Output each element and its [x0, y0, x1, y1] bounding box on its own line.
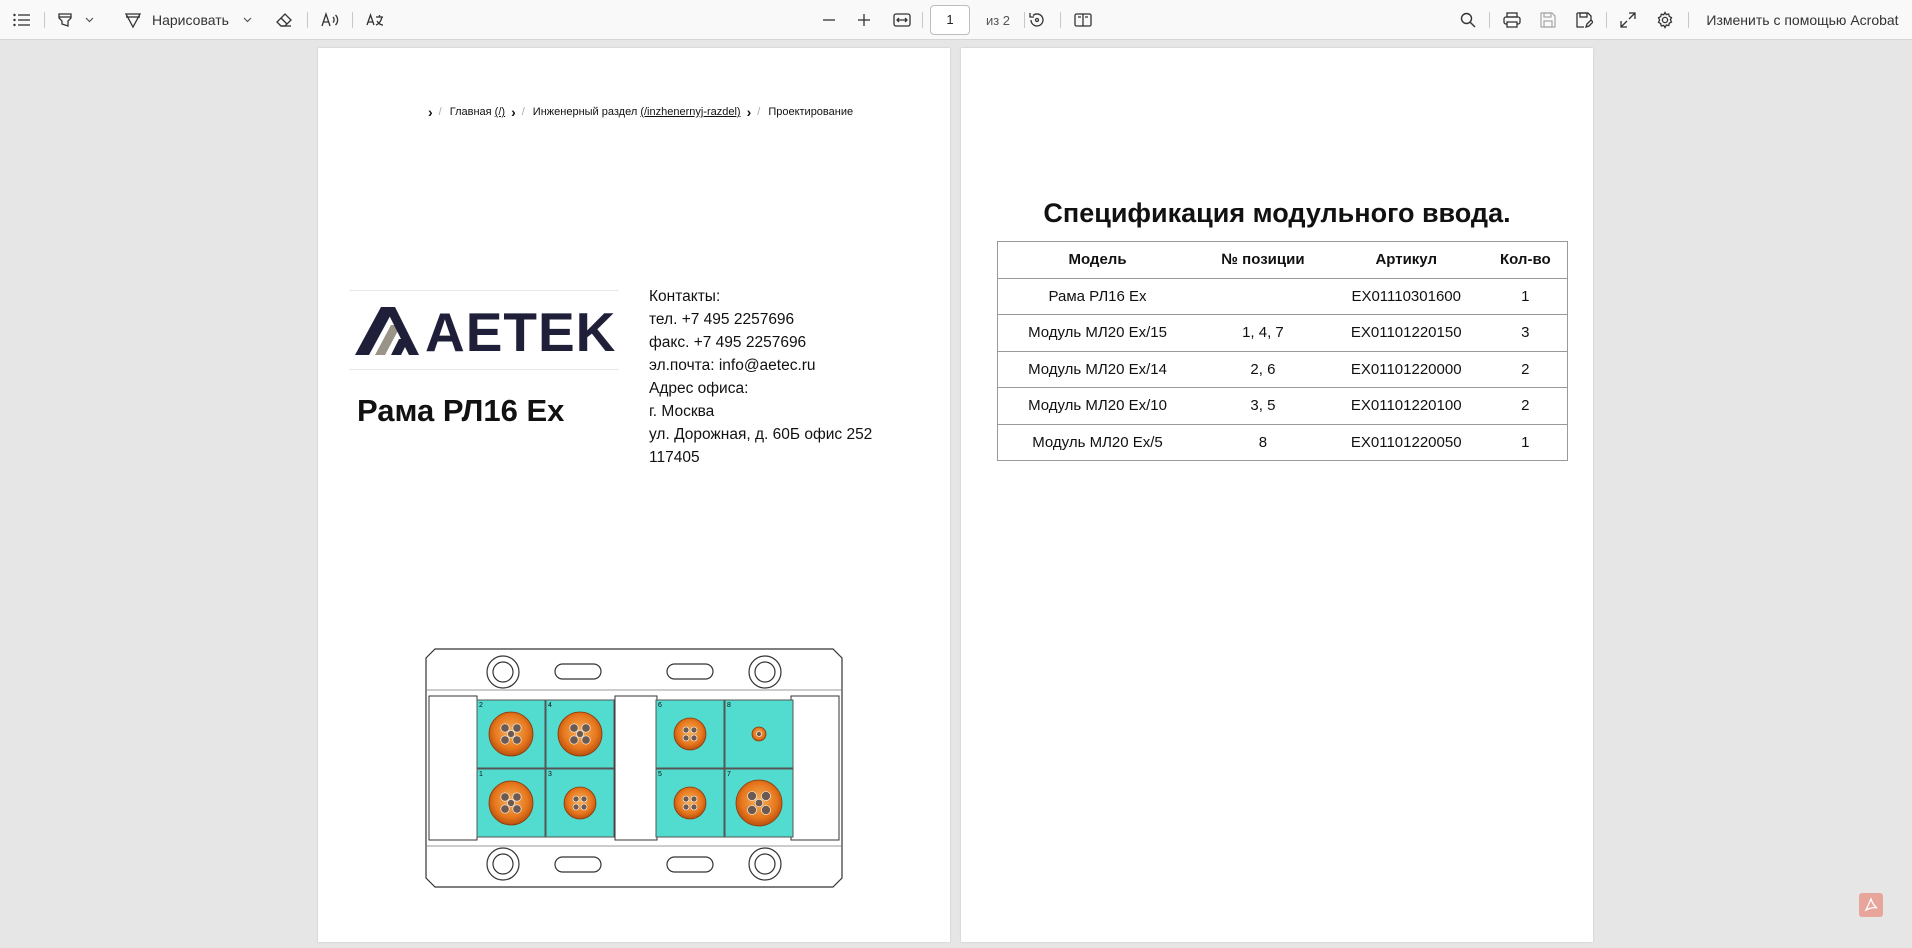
- cell-position: 3, 5: [1197, 388, 1329, 425]
- cell-model: Модуль МЛ20 Ex/5: [998, 424, 1198, 461]
- breadcrumb-home[interactable]: Главная: [449, 106, 492, 118]
- expand-icon[interactable]: [1616, 0, 1640, 40]
- pdf-page-2: [961, 48, 1593, 942]
- office-postcode: 117405: [649, 449, 700, 466]
- settings-gear-icon[interactable]: [1653, 0, 1677, 40]
- save-as-icon[interactable]: [1572, 0, 1596, 40]
- breadcrumb: › / Главная (/) › / Инженерный раздел (/inzhenernyj-razdel) › / Проектирование: [428, 104, 854, 120]
- page-number-input[interactable]: 1: [930, 5, 970, 35]
- cell-article: EX01110301600: [1329, 278, 1484, 315]
- acrobat-icon[interactable]: [1859, 893, 1883, 917]
- search-icon[interactable]: [1456, 0, 1480, 40]
- cell-qty: 2: [1484, 388, 1568, 425]
- draw-button[interactable]: [152, 0, 232, 40]
- contacts-block: [649, 285, 872, 469]
- print-icon[interactable]: [1500, 0, 1524, 40]
- contacts-heading: Контакты:: [649, 288, 721, 305]
- chevron-right-icon: ›: [746, 104, 752, 120]
- logo-wordmark: AETEK: [425, 301, 617, 363]
- draw-chevron-down-icon[interactable]: [240, 0, 254, 40]
- table-header-row: [998, 242, 1568, 279]
- cell-article: EX01101220150: [1329, 315, 1484, 352]
- cable-seal-icon: [564, 787, 596, 819]
- contact-phone: тел. +7 495 2257696: [649, 311, 795, 328]
- highlight-icon[interactable]: [54, 0, 76, 40]
- highlight-chevron-down-icon[interactable]: [82, 0, 96, 40]
- pdf-toolbar: [0, 0, 1912, 40]
- breadcrumb-home-link[interactable]: (/): [494, 106, 506, 118]
- module-number: 5: [658, 771, 662, 778]
- page-view-icon[interactable]: [1072, 0, 1094, 40]
- breadcrumb-section[interactable]: Инженерный раздел: [532, 106, 638, 118]
- spec-table: [997, 241, 1568, 461]
- cell-position: 1, 4, 7: [1197, 315, 1329, 352]
- table-row: [998, 351, 1568, 388]
- col-article: Артикул: [1329, 242, 1484, 279]
- office-heading: Адрес офиса:: [649, 380, 749, 397]
- spec-title: Спецификация модульного ввода.: [1043, 198, 1511, 228]
- page-total: из 2: [985, 12, 1011, 28]
- cell-model: Модуль МЛ20 Ex/14: [998, 351, 1198, 388]
- cell-model: Модуль МЛ20 Ex/10: [998, 388, 1198, 425]
- table-row: [998, 278, 1568, 315]
- table-row: [998, 424, 1568, 461]
- company-logo: [349, 290, 619, 370]
- fit-width-icon[interactable]: [890, 0, 914, 40]
- logo-mark-icon: [355, 303, 421, 357]
- cell-position: 2, 6: [1197, 351, 1329, 388]
- cell-position: [1197, 278, 1329, 315]
- contents-list-icon[interactable]: [10, 0, 34, 40]
- table-row: [998, 388, 1568, 425]
- cable-seal-icon: [674, 787, 706, 819]
- col-model: Модель: [998, 242, 1198, 279]
- module-number: 7: [727, 771, 731, 778]
- draw-label: Нарисовать: [152, 12, 229, 28]
- cell-qty: 1: [1484, 278, 1568, 315]
- chevron-right-icon: ›: [511, 104, 516, 120]
- cell-article: EX01101220050: [1329, 424, 1484, 461]
- save-icon: [1536, 0, 1560, 40]
- breadcrumb-section-link[interactable]: (/inzhenernyj-razdel): [640, 106, 741, 118]
- cell-qty: 2: [1484, 351, 1568, 388]
- eraser-icon[interactable]: [273, 0, 295, 40]
- col-position: № позиции: [1197, 242, 1329, 279]
- module-number: 3: [548, 771, 552, 778]
- zoom-in-icon[interactable]: [853, 0, 875, 40]
- module-number: 4: [548, 702, 552, 709]
- draw-icon[interactable]: [122, 0, 144, 40]
- translate-icon[interactable]: [363, 0, 387, 40]
- pdf-page-1: [318, 48, 950, 942]
- office-city: г. Москва: [649, 403, 715, 420]
- chevron-right-icon: ›: [428, 104, 433, 120]
- contact-email: эл.почта: info@aetec.ru: [649, 357, 816, 374]
- cell-model: Модуль МЛ20 Ex/15: [998, 315, 1198, 352]
- zoom-out-icon[interactable]: [818, 0, 840, 40]
- rotate-icon[interactable]: [1026, 0, 1048, 40]
- module-number: 2: [479, 702, 483, 709]
- table-row: [998, 315, 1568, 352]
- breadcrumb-current: Проектирование: [768, 106, 854, 118]
- module-number: 1: [479, 771, 483, 778]
- cell-qty: 1: [1484, 424, 1568, 461]
- edit-with-acrobat-button[interactable]: Изменить с помощью Acrobat: [1706, 12, 1899, 28]
- contact-fax: факс. +7 495 2257696: [649, 334, 807, 351]
- frame-drawing: [425, 648, 843, 888]
- cell-article: EX01101220100: [1329, 388, 1484, 425]
- cell-article: EX01101220000: [1329, 351, 1484, 388]
- product-title: Рама РЛ16 Ex: [357, 393, 565, 428]
- read-aloud-icon[interactable]: [318, 0, 342, 40]
- module-number: 8: [727, 702, 731, 709]
- cable-seal-icon: [674, 718, 706, 750]
- office-street: ул. Дорожная, д. 60Б офис 252: [649, 426, 873, 443]
- cell-model: Рама РЛ16 Ex: [998, 278, 1198, 315]
- module-number: 6: [658, 702, 662, 709]
- col-qty: Кол-во: [1484, 242, 1568, 279]
- cell-position: 8: [1197, 424, 1329, 461]
- cell-qty: 3: [1484, 315, 1568, 352]
